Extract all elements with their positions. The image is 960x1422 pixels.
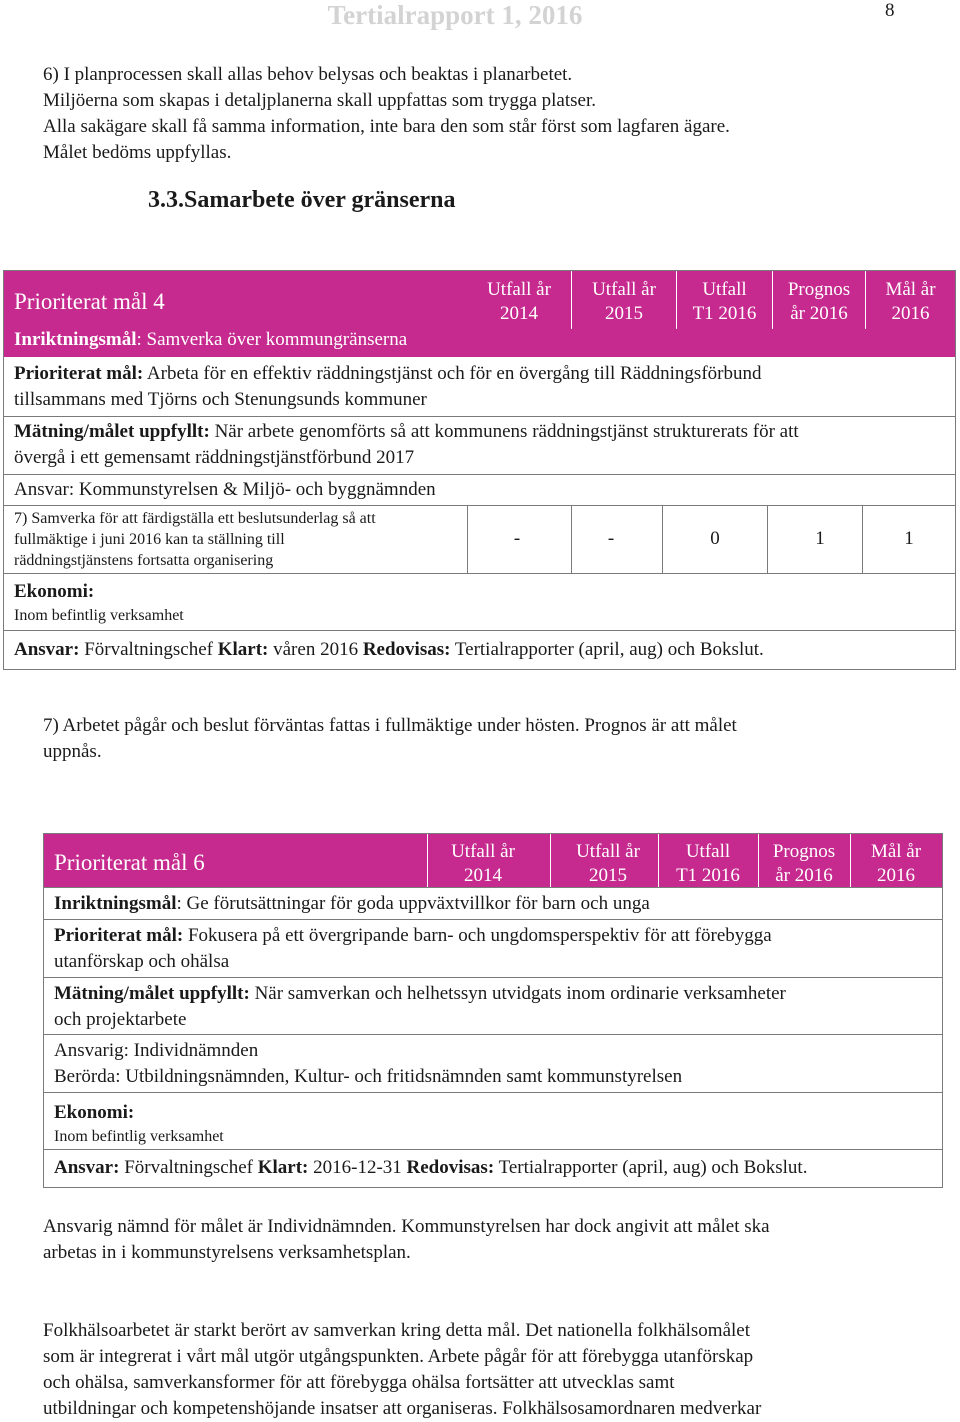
goal-6-title: Prioriterat mål 6 <box>54 850 205 875</box>
goal-4-footer <box>14 637 764 663</box>
footer-redovisas-text: Tertialrapporter (april, aug) och Bokslut. <box>494 1157 808 1178</box>
prioriterat-label: Prioriterat mål: <box>54 925 184 946</box>
col-header-prognos <box>773 278 865 326</box>
goal-6-matning <box>54 981 786 1033</box>
footer-klart-text: våren 2016 <box>268 639 363 660</box>
col-header-line: T1 2016 <box>676 865 740 886</box>
measure-line: 7) Samverka för att färdigställa ett beslutsunderlag så att <box>14 510 376 527</box>
prioriterat-text-line2: tillsammans med Tjörns och Stenungsunds kommuner <box>14 389 427 410</box>
col-header-line: 2014 <box>464 865 502 886</box>
intro-line: Alla sakägare skall få samma information, inte bara den som står först som lagfaren ägare. <box>43 116 730 137</box>
goal-6-header-band <box>44 834 942 887</box>
mid-line: 7) Arbetet pågår och beslut förväntas fattas i fullmäktige under hösten. Prognos är att målet <box>43 715 737 736</box>
column-divider <box>758 834 759 887</box>
measure-line: räddningstjänstens fortsatta organisering <box>14 552 274 569</box>
footer-redovisas-text: Tertialrapporter (april, aug) och Bokslut. <box>450 639 764 660</box>
closing-line: Folkhälsoarbetet är starkt berört av samverkan kring detta mål. Det nationella folkhälsomålet <box>43 1320 750 1341</box>
matning-label: Mätning/målet uppfyllt: <box>14 421 210 442</box>
measure-divider <box>571 505 572 573</box>
column-divider <box>427 834 428 887</box>
col-header-line: 2015 <box>605 303 643 324</box>
mid-line: uppnås. <box>43 741 102 762</box>
goal-6-prioriterat <box>54 923 772 975</box>
col-header-mal <box>866 278 955 326</box>
col-header-line: Utfall år <box>576 841 640 862</box>
inriktning-label: Inriktningsmål <box>14 329 137 350</box>
row-divider <box>44 977 942 978</box>
column-divider <box>550 834 551 887</box>
col-header-line: Utfall <box>702 279 747 300</box>
footer-redovisas-label: Redovisas: <box>406 1157 495 1178</box>
footer-ansvar-label: Ansvar: <box>14 639 80 660</box>
goal-6-inriktning <box>54 891 650 917</box>
value-utfall-t1: 0 <box>710 528 720 549</box>
section-heading <box>148 187 456 214</box>
goal-4-header-band <box>4 271 955 357</box>
row-divider <box>4 630 955 631</box>
section-title: Samarbete över gränserna <box>184 187 456 213</box>
col-header-line: Utfall år <box>451 841 515 862</box>
matning-text-line2: övergå i ett gemensamt räddningstjänstförbund 2017 <box>14 447 415 468</box>
row-divider <box>4 505 955 506</box>
prioriterat-text: Fokusera på ett övergripande barn- och ungdomsperspektiv för att förebygga <box>183 925 772 946</box>
value-utfall-2015: - <box>607 528 615 549</box>
col-header-line: år 2016 <box>790 303 848 324</box>
intro-line: 6) I planprocessen skall allas behov belysas och beaktas i planarbetet. <box>43 64 573 85</box>
row-divider <box>4 474 955 475</box>
ekonomi-text: Inom befintlig verksamhet <box>14 607 184 624</box>
ekonomi-label: Ekonomi: <box>14 581 95 602</box>
prioriterat-label: Prioriterat mål: <box>14 363 144 384</box>
col-header-line: 2016 <box>877 865 915 886</box>
closing-line: arbetas in i kommunstyrelsens verksamhetsplan. <box>43 1242 411 1263</box>
column-divider <box>865 271 866 329</box>
inriktning-label: Inriktningsmål <box>54 893 177 914</box>
mid-paragraph <box>43 713 737 765</box>
col-header-line: 2015 <box>589 865 627 886</box>
goal-6-footer <box>54 1155 807 1181</box>
ansvarig-line: Ansvarig: Individnämnden <box>54 1040 259 1061</box>
col-header-line: Prognos <box>787 279 851 300</box>
matning-text: När samverkan och helhetssyn utvidgats inom ordinarie verksamheter <box>249 983 786 1004</box>
column-divider <box>571 271 572 329</box>
inriktning-text: : Ge förutsättningar för goda uppväxtvillkor för barn och unga <box>176 893 650 914</box>
col-header-utfall-t1 <box>658 840 758 888</box>
closing-line: Ansvarig nämnd för målet är Individnämnden. Kommunstyrelsen har dock angivit att målet ska <box>43 1216 770 1237</box>
intro-line: Målet bedöms uppfyllas. <box>43 142 232 163</box>
prioriterat-text-line2: utanförskap och ohälsa <box>54 951 230 972</box>
col-header-line: Prognos <box>772 841 836 862</box>
page-number: 8 <box>885 0 895 21</box>
section-number: 3.3. <box>148 187 184 213</box>
value-prognos: 1 <box>815 528 825 549</box>
column-divider <box>676 271 677 329</box>
berorda-line: Berörda: Utbildningsnämnden, Kultur- och fritidsnämnden samt kommunstyrelsen <box>54 1066 683 1087</box>
footer-klart-label: Klart: <box>257 1157 309 1178</box>
value-mal: 1 <box>904 528 914 549</box>
ekonomi-label: Ekonomi: <box>54 1102 135 1123</box>
col-header-utfall-2015 <box>572 278 676 326</box>
col-header-line: år 2016 <box>775 865 833 886</box>
footer-ansvar-label: Ansvar: <box>54 1157 120 1178</box>
column-divider <box>658 834 659 887</box>
matning-label: Mätning/målet uppfyllt: <box>54 983 250 1004</box>
matning-text: När arbete genomförts så att kommunens räddningstjänst strukturerats för att <box>209 421 799 442</box>
goal-6-ansvarig <box>54 1038 682 1090</box>
prioriterat-text: Arbeta för en effektiv räddningstjänst och för en övergång till Räddningsförbund <box>143 363 762 384</box>
row-divider <box>4 416 955 417</box>
value-utfall-2014: - <box>513 528 521 549</box>
col-header-line: 2016 <box>891 303 930 324</box>
col-header-line: 2014 <box>500 303 538 324</box>
row-divider <box>44 887 942 888</box>
ekonomi-text: Inom befintlig verksamhet <box>54 1128 224 1145</box>
closing-line: som är integrerat i vårt mål utgör utgångspunkten. Arbete pågår för att förebygga utanförskap <box>43 1346 754 1367</box>
footer-redovisas-label: Redovisas: <box>362 639 451 660</box>
footer-ansvar-text: Förvaltningschef <box>119 1157 258 1178</box>
goal-6-ekonomi <box>54 1100 224 1148</box>
col-header-line: Utfall år <box>592 279 656 300</box>
goal-4-measure <box>14 508 376 571</box>
intro-paragraph <box>43 62 730 166</box>
col-header-line: Utfall år <box>487 279 551 300</box>
measure-divider <box>862 505 863 573</box>
measure-divider <box>662 505 663 573</box>
row-divider <box>44 1092 942 1093</box>
row-divider <box>4 573 955 574</box>
goal-4-inriktning <box>14 329 407 351</box>
footer-klart-label: Klart: <box>217 639 269 660</box>
closing-paragraph-1 <box>43 1214 770 1266</box>
closing-line: och ohälsa, samverkansformer för att förebygga ohälsa fortsätter att utvecklas samt <box>43 1372 675 1393</box>
column-divider <box>850 834 851 887</box>
measure-divider <box>767 505 768 573</box>
col-header-line: Mål år <box>885 279 936 300</box>
measure-divider <box>467 505 468 573</box>
intro-line: Miljöerna som skapas i detaljplanerna skall uppfattas som trygga platser. <box>43 90 596 111</box>
goal-4-matning <box>14 419 799 471</box>
col-header-utfall-t1 <box>677 278 772 326</box>
column-divider <box>772 271 773 329</box>
footer-klart-text: 2016-12-31 <box>308 1157 407 1178</box>
goal-4-table <box>3 270 956 670</box>
col-header-line: Mål år <box>870 841 922 862</box>
closing-paragraph-2 <box>43 1318 761 1422</box>
col-header-utfall-2014 <box>427 840 539 888</box>
closing-line: utbildningar och kompetenshöjande insatser att organiseras. Folkhälsosamordnaren medverkar <box>43 1398 762 1419</box>
col-header-line: Utfall <box>685 841 731 862</box>
row-divider <box>44 919 942 920</box>
goal-4-prioriterat <box>14 361 761 413</box>
goal-4-ansvar: Ansvar: Kommunstyrelsen & Miljö- och byggnämnden <box>14 479 436 500</box>
report-header-title: Tertialrapport 1, 2016 <box>327 0 583 30</box>
col-header-line: T1 2016 <box>692 303 757 324</box>
col-header-utfall-2015 <box>550 840 666 888</box>
matning-text-line2: och projektarbete <box>54 1009 187 1030</box>
col-header-prognos <box>758 840 850 888</box>
measure-line: fullmäktige i juni 2016 kan ta ställning till <box>14 531 285 548</box>
goal-4-title: Prioriterat mål 4 <box>14 289 165 314</box>
inriktning-text: : Samverka över kommungränserna <box>136 329 408 350</box>
col-header-mal <box>850 840 942 888</box>
goal-4-ekonomi <box>14 579 184 627</box>
col-header-utfall-2014 <box>467 278 571 326</box>
footer-ansvar-text: Förvaltningschef <box>79 639 218 660</box>
goal-6-table <box>43 833 943 1188</box>
row-divider <box>44 1149 942 1150</box>
row-divider <box>44 1034 942 1035</box>
